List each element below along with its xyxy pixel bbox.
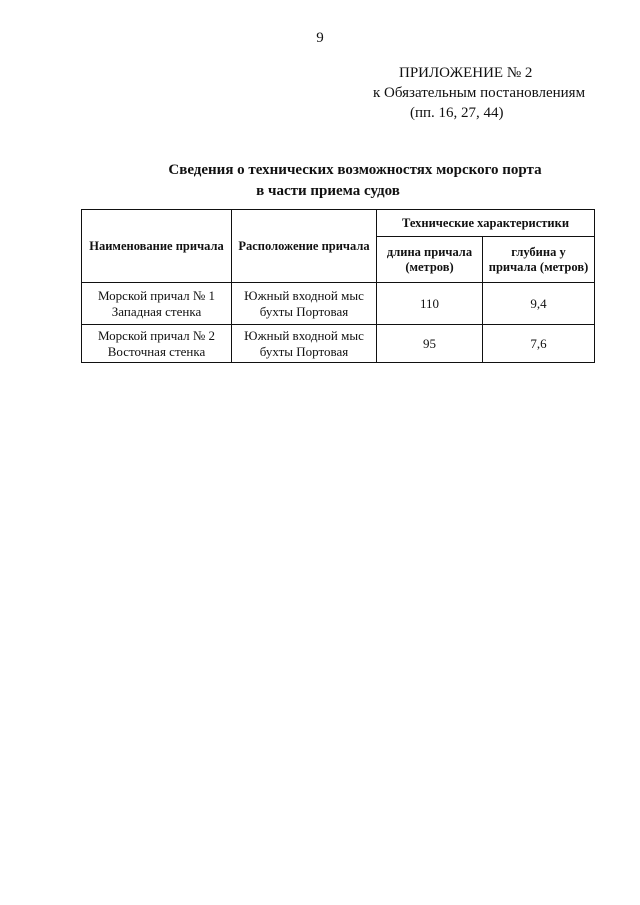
berth-location-cell: Южный входной мыс бухты Портовая bbox=[232, 325, 377, 363]
table-row bbox=[82, 283, 595, 325]
berth-length-cell: 110 bbox=[377, 283, 483, 325]
title-line-2: в части приема судов bbox=[256, 183, 400, 199]
berth-location-cell: Южный входной мыс бухты Портовая bbox=[232, 283, 377, 325]
appendix-reference: к Обязательным постановлениям bbox=[373, 85, 586, 101]
appendix-clauses: (пп. 16, 27, 44) bbox=[410, 105, 504, 121]
header-technical-characteristics: Технические характеристики bbox=[377, 210, 595, 237]
title-line-1: Сведения о технических возможностях морского порта bbox=[168, 162, 542, 178]
header-berth-length: длина причала (метров) bbox=[377, 237, 483, 283]
appendix-header bbox=[300, 63, 620, 123]
header-berth-name: Наименование причала bbox=[82, 210, 232, 283]
document-title bbox=[0, 160, 640, 202]
table-row bbox=[82, 325, 595, 363]
berths-table bbox=[81, 209, 595, 363]
berth-name-cell: Морской причал № 1 Западная стенка bbox=[82, 283, 232, 325]
berth-name-cell: Морской причал № 2 Восточная стенка bbox=[82, 325, 232, 363]
header-berth-location: Расположение причала bbox=[232, 210, 377, 283]
berth-depth-cell: 7,6 bbox=[483, 325, 595, 363]
berth-depth-cell: 9,4 bbox=[483, 283, 595, 325]
berth-length-cell: 95 bbox=[377, 325, 483, 363]
appendix-title: ПРИЛОЖЕНИЕ № 2 bbox=[399, 65, 533, 81]
page-number: 9 bbox=[316, 30, 324, 46]
header-berth-depth: глубина у причала (метров) bbox=[483, 237, 595, 283]
